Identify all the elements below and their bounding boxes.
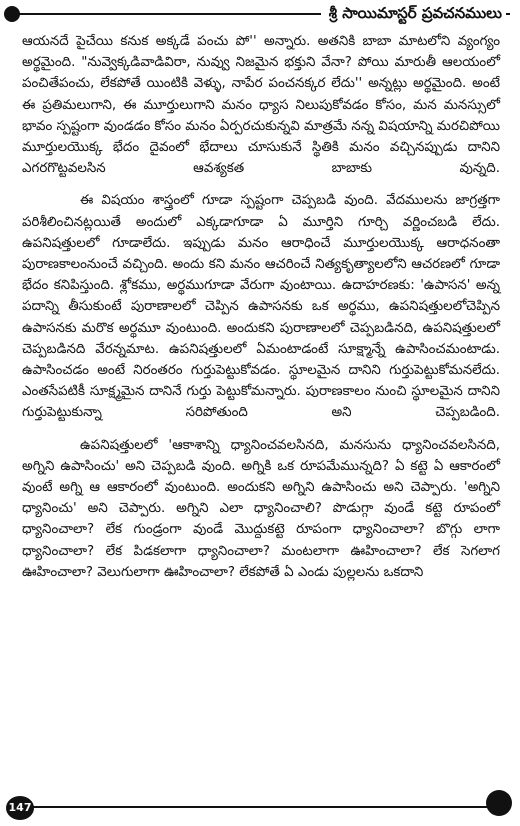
page-number-badge: 147 <box>6 796 34 820</box>
running-header-title: శ్రీ సాయిమాస్టర్ ప్రవచనములు <box>321 1 506 25</box>
page-body <box>22 31 500 583</box>
paragraph: ఆయనదే పైచేయి కనుక అక్కడే పంచు పో'' అన్నారు. అతనికి బాబా మాటలోని వ్యంగ్యం అర్థమైంది. "నువ్వెక్కడివాడివిరా, నువ్వు నిజమైన భక్తుని వేనా? పోయి మారుతీ ఆలయంలో పంచితేపంచు, లేకపోతే యింటికి వెళ్ళు, నాపేర పంచనక్కర లేదు'' అన్నట్లు అర్థమైంది. అంటే ఈ ప్రతిమలుగాని, ఈ మూర్తులుగాని మనం ధ్యాస నిలుపుకోవడం కోసం, మన మనస్సులో భావం స్పష్టంగా వుండడం కోసం మనం ఏర్పరచుకున్నవి మాత్రమే నన్న విషయాన్ని మరచిపోయి మూర్తులయొక్క భేదం దైవంలో భేదాలు చూసుకునే స్థితికి మనం వచ్చినప్పుడు దానిని ఎగరగొట్టవలసిన ఆవశ్యకత బాబాకు వున్నది. <box>22 34 500 177</box>
header-ornament-dot <box>4 6 20 22</box>
paragraph: ఉపనిషత్తులలో 'ఆకాశాన్ని ధ్యానించవలసినది, మనసును ధ్యానించవలసినది, అగ్నిని ఉపాసించు' అని చెప్పబడి వుంది. అగ్నికి ఒక రూపమేమున్నది? ఏ కట్టె ఏ ఆకారంలో వుంటే అగ్ని ఆ ఆకారంలో వుంటుంది. అందుకని అగ్నిని ఉపాసించు అని చెప్పారు. 'అగ్నిని ధ్యానించు' అని చెప్పారు. అగ్నిని ఎలా ధ్యానించాలి? పొడుగ్గా వుండే కట్టె రూపంలో ధ్యానించాలా? లేక గుండ్రంగా వుండే మొద్దుకట్టె రూపంగా ధ్యానించాలా? బొగ్గు లాగా ధ్యానించాలా? లేక పిడకలాగా ధ్యానించాలా? మంటలాగా ఊహించాలా? లేక సెగలాగ ఊహించాలా? వెలుగులాగా ఊహించాలా? లేకపోతే ఏ ఎండు పుల్లలను ఒకదాని <box>22 437 500 580</box>
footer-ornament-dot <box>486 790 512 816</box>
footer-rule <box>26 806 502 808</box>
paragraph: ఈ విషయం శాస్త్రంలో గూడా స్పష్టంగా చెప్పబడి వుంది. వేదములను జాగ్రత్తగా పరిశీలించినట్లయితే అందులో ఎక్కడాగూడా ఏ మూర్తిని గూర్చి వర్ణించబడి లేదు. ఉపనిషత్తులలో గూడాలేదు. ఇప్పుడు మనం ఆరాధించే మూర్తులయొక్క ఆరాధనంతా పురాణకాలంనుంచే వచ్చింది. అందు కని మనం ఆచరించే నిత్యకృత్యాలలోని ఆచరణలో గూడా భేదం కనిపిస్తుంది. శ్లోకము, అర్థముగూడా వేరుగా వుంటాయి. ఉదాహరణకు: 'ఉపాసన' అన్న పదాన్ని తీసుకుంటే పురాణాలలో చెప్పిన ఉపాసనకు ఒక అర్థము, ఉపనిషత్తులలోచెప్పిన ఉపాసనకు మరొక అర్థమూ వుంటుంది. అందుకని పురాణాలలో చెప్పబడినది, ఉపనిషత్తులలో చెప్పబడినది వేరన్నమాట. ఉపనిషత్తులలో ఏమంటాడంటే సూక్ష్మాన్నే ఉపాసించమంటాడు. ఉపాసించడం అంటే నిరంతరం గుర్తుపెట్టుకోవడం. స్థూలమైన దానిని గుర్తుపెట్టుకోమనలేదు. ఎంతసేపటికీ సూక్ష్మమైన దానినే గుర్తు పెట్టుకోమన్నారు. పురాణకాలం నుంచి స్థూలమైన దానిని గుర్తుపెట్టుకున్నా సరిపోతుంది అని చెప్పబడింది. <box>22 193 500 421</box>
